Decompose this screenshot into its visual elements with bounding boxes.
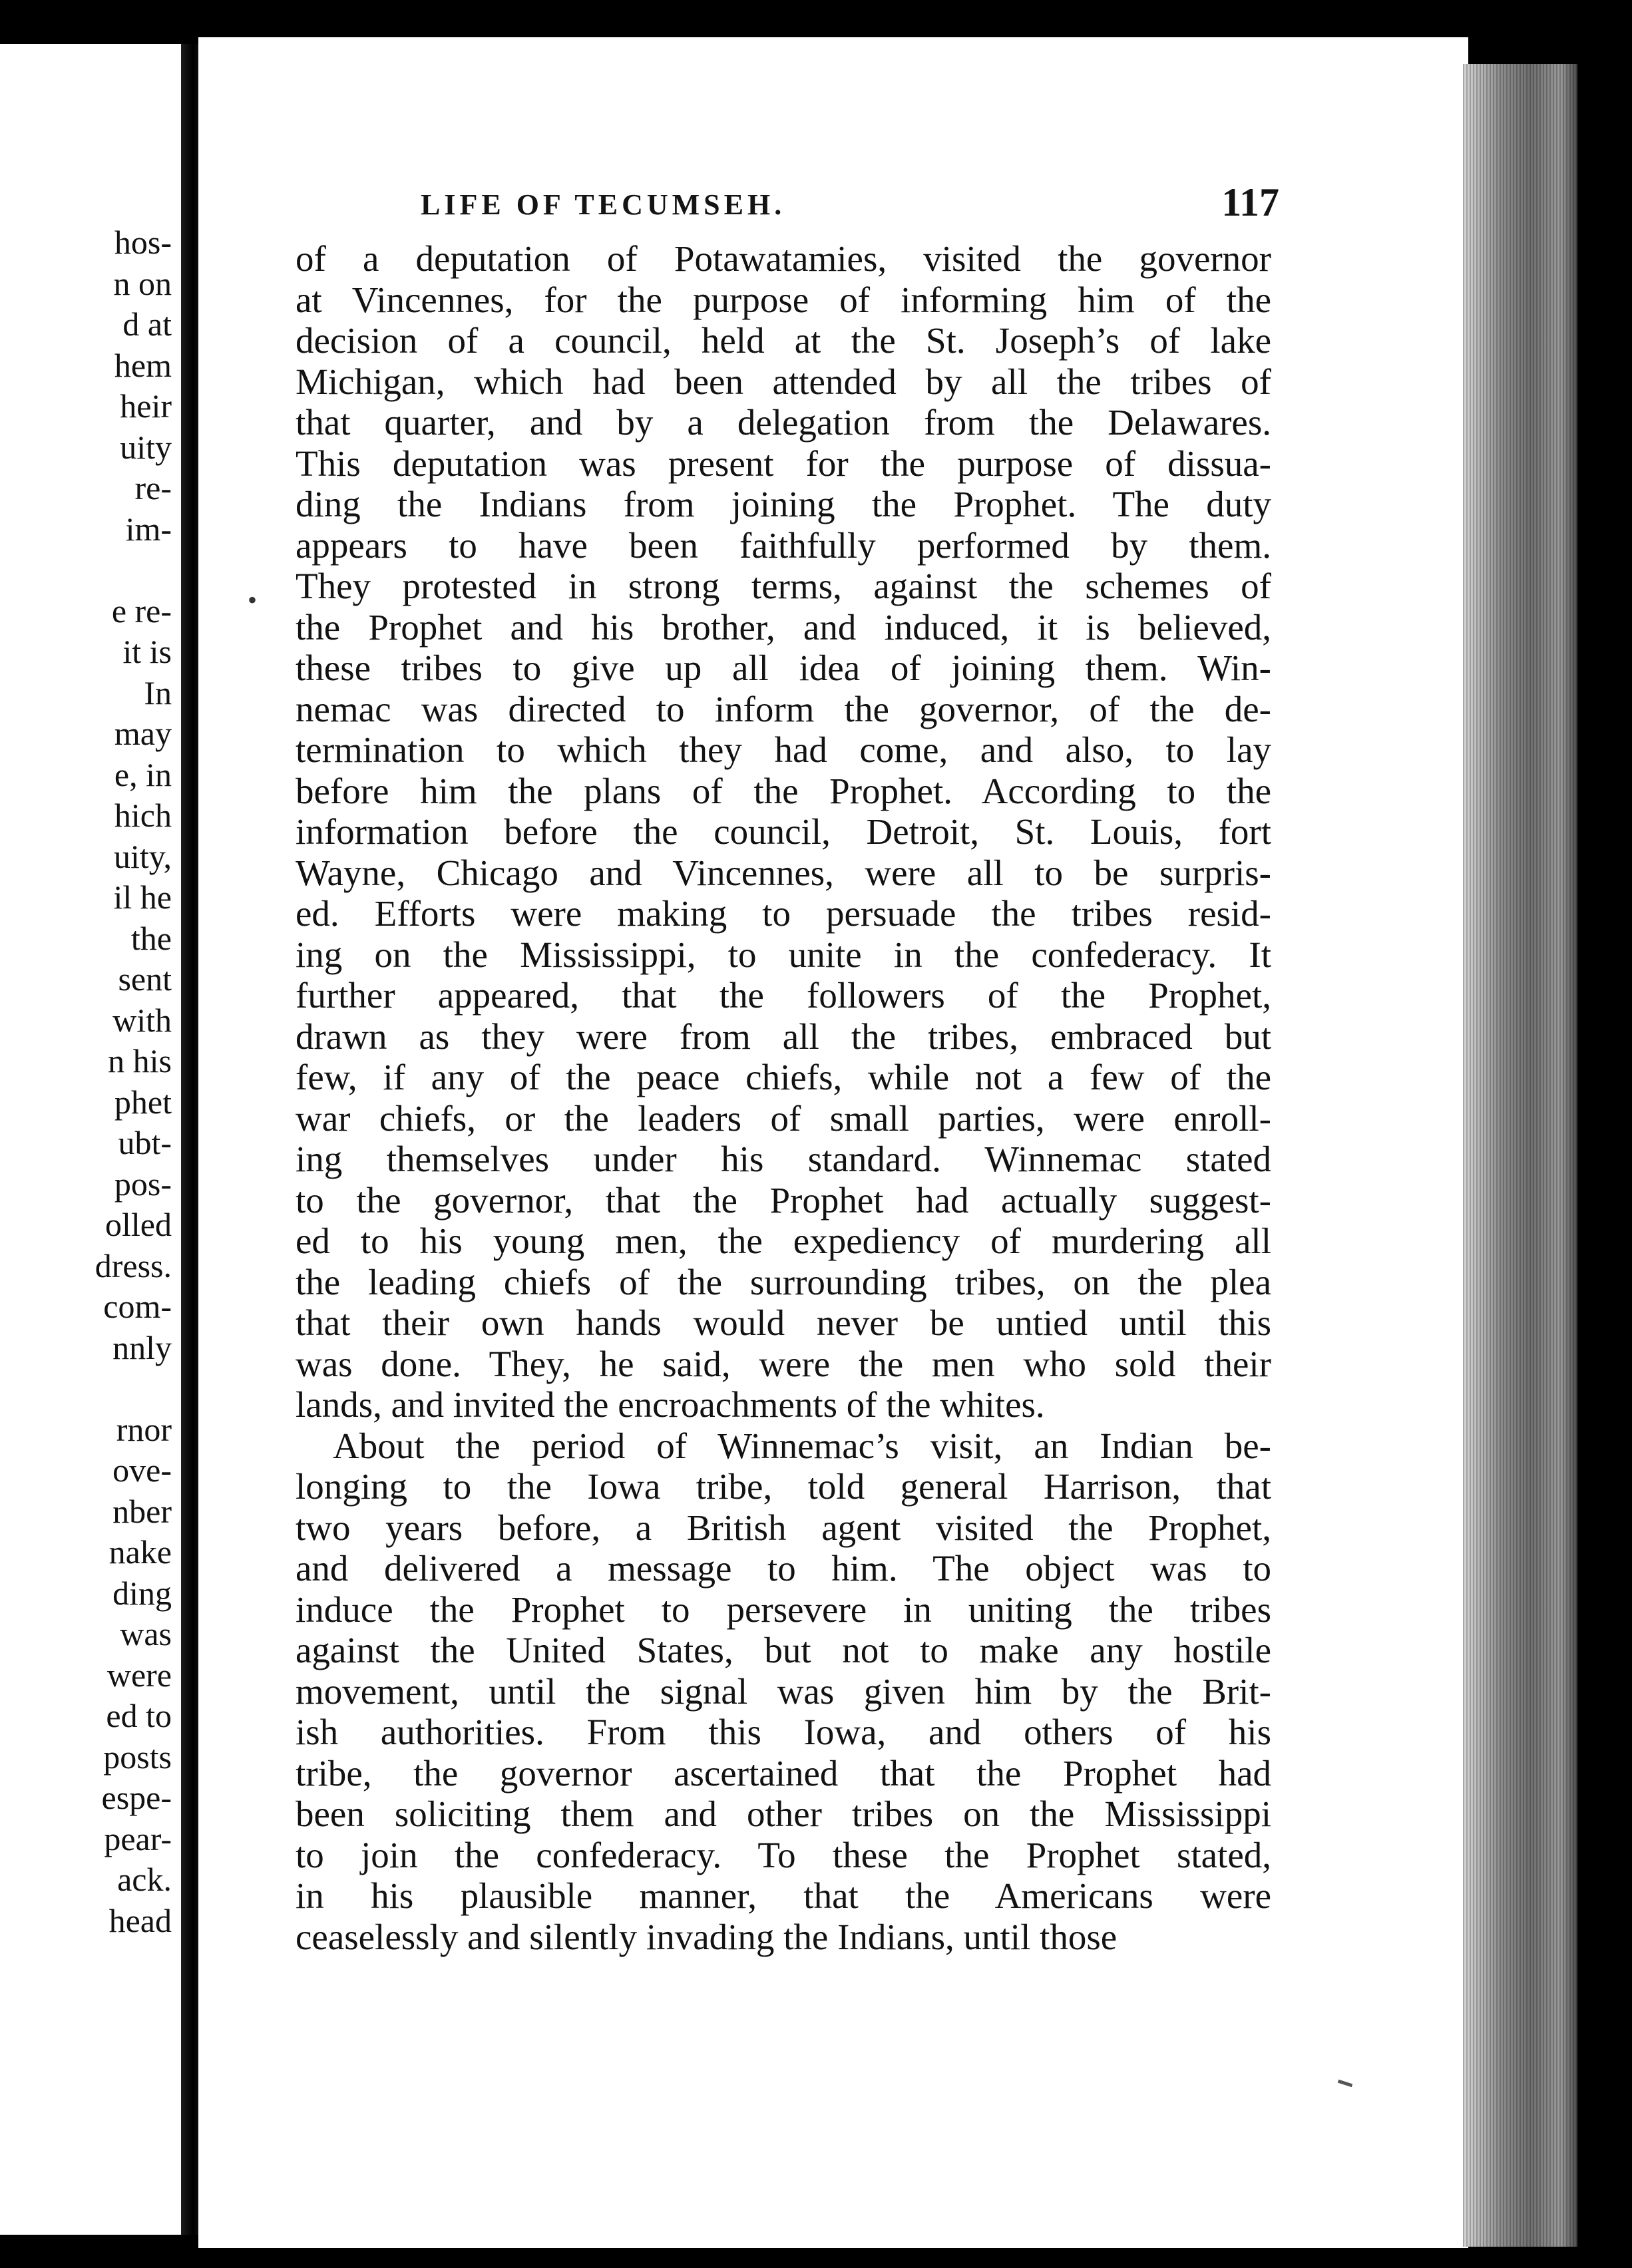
text-line: few, if any of the peace chiefs, while not a few of the <box>296 1057 1271 1097</box>
text-line: information before the council, Detroit, St. Louis, fort <box>296 811 1271 852</box>
left-page-line: heir <box>120 387 172 425</box>
left-page-line: nake <box>108 1533 172 1571</box>
text-line: termination to which they had come, and also, to lay <box>296 729 1271 770</box>
left-page-line: e, in <box>114 755 172 793</box>
left-page-line: was <box>120 1615 172 1652</box>
body-text <box>296 238 1271 1957</box>
left-page-line: pos- <box>114 1165 172 1203</box>
left-page-line: may <box>114 715 172 752</box>
left-page-line: phet <box>114 1083 172 1121</box>
text-line: and delivered a message to him. The object was to <box>296 1548 1271 1589</box>
text-line: two years before, a British agent visited the Prophet, <box>296 1507 1271 1548</box>
text-line: nemac was directed to inform the governor, of the de- <box>296 688 1271 729</box>
text-line: these tribes to give up all idea of joining them. Win- <box>296 648 1271 688</box>
left-page-line: rnor <box>116 1410 172 1448</box>
left-page-line: were <box>106 1656 172 1694</box>
text-line: They protested in strong terms, against the schemes of <box>296 566 1271 606</box>
page-number: 117 <box>1221 180 1279 224</box>
left-page-line: d at <box>122 305 172 343</box>
left-page-line: nber <box>112 1492 172 1530</box>
left-page-line: n on <box>113 264 172 302</box>
left-page-line: ed to <box>106 1697 172 1734</box>
text-line: ing themselves under his standard. Winnemac stated <box>296 1139 1271 1179</box>
left-page-fragment <box>0 44 181 2235</box>
left-page-line: the <box>130 919 172 957</box>
text-line: decision of a council, held at the St. Joseph’s of lake <box>296 320 1271 361</box>
left-page-line: dress. <box>95 1246 172 1284</box>
text-line: at Vincennes, for the purpose of informing him of the <box>296 279 1271 320</box>
text-line: ing on the Mississippi, to unite in the confederacy. It <box>296 934 1271 975</box>
text-line: tribe, the governor ascertained that the Prophet had <box>296 1752 1271 1794</box>
page-edges <box>1463 64 1577 2247</box>
left-page-line: In <box>144 673 172 711</box>
text-line: This deputation was present for the purpose of dissua- <box>296 443 1271 484</box>
text-line: Michigan, which had been attended by all the tribes of <box>296 361 1271 402</box>
left-page-line: espe- <box>101 1779 172 1816</box>
text-line: to the governor, that the Prophet had actually suggest- <box>296 1179 1271 1221</box>
text-line: ish authorities. From this Iowa, and others of his <box>296 1712 1271 1752</box>
text-line: ding the Indians from joining the Prophet. The duty <box>296 484 1271 524</box>
left-page-line: pear- <box>104 1819 172 1857</box>
left-page-line <box>95 550 172 591</box>
left-page-line: head <box>108 1901 172 1939</box>
margin-mark: • <box>248 585 258 615</box>
text-line: of a deputation of Potawatamies, visited the governor <box>296 238 1271 279</box>
left-page-line <box>95 1368 172 1410</box>
scan-border <box>1577 57 1632 2253</box>
running-title: LIFE OF TECUMSEH. <box>421 188 786 221</box>
left-page-line: hich <box>114 797 172 834</box>
left-page-line: ubt- <box>118 1124 172 1161</box>
left-page-line: n his <box>108 1042 172 1079</box>
left-page-line: re- <box>134 469 172 506</box>
text-line: that quarter, and by a delegation from the Delawares. <box>296 402 1271 443</box>
left-page-line: hem <box>114 346 172 384</box>
running-head <box>421 178 1279 238</box>
text-line: ed to his young men, the expediency of murdering all <box>296 1221 1271 1261</box>
text-line: movement, until the signal was given him by the Brit- <box>296 1670 1271 1712</box>
left-page-line: sent <box>118 960 172 998</box>
left-page-line: posts <box>103 1738 172 1776</box>
text-line: against the United States, but not to make any hostile <box>296 1630 1271 1670</box>
left-page-line: with <box>112 1001 172 1039</box>
text-line: the Prophet and his brother, and induced, it is believed, <box>296 606 1271 648</box>
text-line: lands, and invited the encroachments of the whites. <box>296 1384 1045 1425</box>
text-line: Wayne, Chicago and Vincennes, were all to be surpris- <box>296 852 1271 893</box>
text-line: drawn as they were from all the tribes, embraced but <box>296 1016 1271 1057</box>
text-line: induce the Prophet to persevere in uniting the tribes <box>296 1589 1271 1630</box>
text-line: war chiefs, or the leaders of small parties, were enroll- <box>296 1097 1271 1139</box>
left-page-line: it is <box>122 633 172 670</box>
left-page-line: ding <box>112 1574 172 1612</box>
left-page-line: olled <box>105 1206 172 1243</box>
left-page-line: ack. <box>117 1861 172 1898</box>
text-line: About the period of Winnemac’s visit, an Indian be- <box>333 1425 1271 1466</box>
text-line: the leading chiefs of the surrounding tribes, on the plea <box>296 1261 1271 1302</box>
text-line: to join the confederacy. To these the Prophet stated, <box>296 1834 1271 1875</box>
left-page-line: e re- <box>111 592 172 630</box>
text-line: appears to have been faithfully performed by them. <box>296 524 1271 566</box>
text-line: in his plausible manner, that the Americans were <box>296 1875 1271 1916</box>
left-page-line: ove- <box>112 1451 172 1489</box>
left-page-line: il he <box>113 878 172 916</box>
left-page-line: im- <box>125 510 172 548</box>
text-line: before him the plans of the Prophet. According to the <box>296 770 1271 811</box>
text-line: further appeared, that the followers of the Prophet, <box>296 975 1271 1016</box>
text-line: longing to the Iowa tribe, told general Harrison, that <box>296 1466 1271 1507</box>
left-page-line: uity, <box>113 837 172 875</box>
left-page-text <box>95 222 172 1941</box>
left-page-line: uity <box>120 428 172 466</box>
left-page-line: nnly <box>112 1328 172 1366</box>
text-line: ceaselessly and silently invading the Indians, until those <box>296 1916 1118 1957</box>
left-page-line: com- <box>103 1288 172 1325</box>
text-line: that their own hands would never be untied until this <box>296 1302 1271 1343</box>
text-line: ed. Efforts were making to persuade the tribes resid- <box>296 893 1271 934</box>
text-line: been soliciting them and other tribes on the Mississippi <box>296 1794 1271 1834</box>
left-page-line: hos- <box>114 224 172 261</box>
text-line: was done. They, he said, were the men who sold their <box>296 1343 1271 1384</box>
